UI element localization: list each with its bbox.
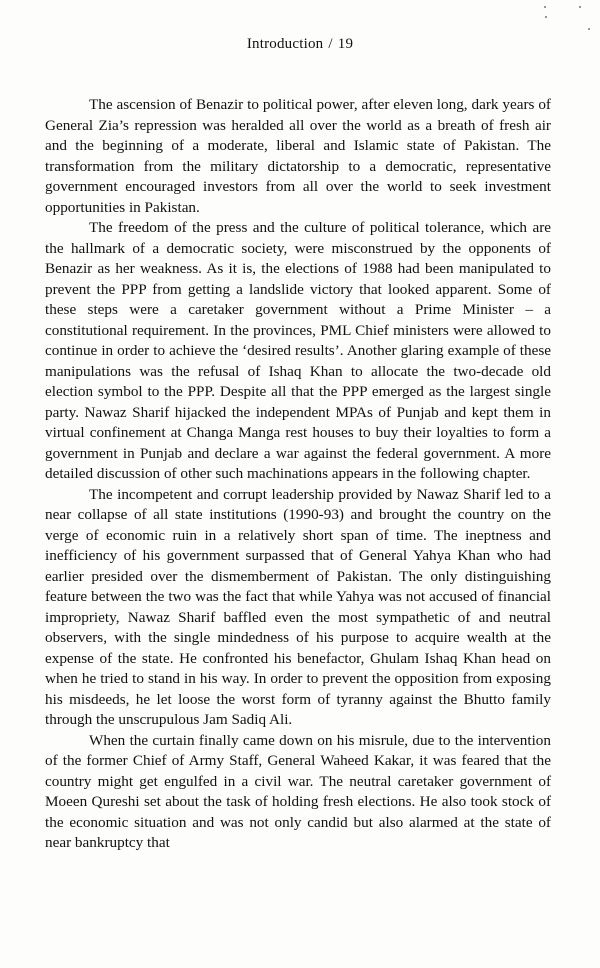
paragraph-2: The freedom of the press and the culture of political tolerance, which are the hallmark of a democratic society, were misconstrued by the opponents of Benazir as her weakness. As it is, the elections of 1988 had been manipulated to prevent the PPP from getting a landslide victory that looked apparent. Some of these steps were a caretaker government without a Prime Minister – a constitutional requirement. In the provinces, PML Chief ministers were allowed to continue in order to achieve the ‘desired results’. Another glaring example of these manipulations was the refusal of Ishaq Khan to allocate the two-decade old election symbol to the PPP. Despite all that the PPP emerged as the largest single party. Nawaz Sharif hijacked the independent MPAs of Punjab and kept them in virtual confinement at Changa Manga rest houses to buy their loyalties to form a government in Punjab and declare a war against the federal government. A more detailed discussion of other such machinations appears in the following chapter. bbox=[45, 219, 551, 482]
paragraph-4: When the curtain finally came down on his misrule, due to the intervention of the former Chief of Army Staff, General Waheed Kakar, it was feared that the country might get engulfed in a civil war. The neutral caretaker government of Moeen Qureshi set about the task of holding fresh elections. He also took stock of the economic situation and was not only candid but also alarmed at the state of near bankruptcy that bbox=[45, 731, 551, 851]
paragraph-3: The incompetent and corrupt leadership provided by Nawaz Sharif led to a near collapse of all state institutions (1990-93) and brought the country on the verge of economic ruin in a relatively short span of time. The ineptness and inefficiency of his government surpassed that of General Yahya Khan who had earlier presided over the dismemberment of Pakistan. The only distinguishing feature between the two was the fact that while Yahya was not accused of financial impropriety, Nawaz Sharif baffled even the most sympathetic of and neutral observers, with the single mindedness of his purpose to acquire wealth at the expense of the state. He confronted his benefactor, Ghulam Ishaq Khan head on when he tried to stand in his way. In order to prevent the opposition from exposing his misdeeds, he let loose the worst form of tyranny against the Bhutto family through the unscrupulous Jam Sadiq Ali. bbox=[45, 485, 551, 728]
scan-speck bbox=[545, 16, 547, 18]
scan-speck bbox=[588, 28, 590, 30]
running-header bbox=[0, 36, 600, 53]
scan-speck bbox=[544, 6, 546, 8]
paragraph-1: The ascension of Benazir to political power, after eleven long, dark years of General Zia’s repression was heralded all over the world as a breath of fresh air and the beginning of a moderate, liberal and Islamic state of Pakistan. The transformation from the military dictatorship to a democratic, representative government encouraged investors from all over the world to seek investment opportunities in Pakistan. bbox=[45, 96, 551, 216]
body-text bbox=[45, 95, 551, 854]
page-number: 19 bbox=[337, 36, 354, 52]
scan-speck bbox=[579, 6, 581, 8]
section-title: Introduction bbox=[246, 36, 324, 52]
header-separator: / bbox=[328, 36, 333, 52]
